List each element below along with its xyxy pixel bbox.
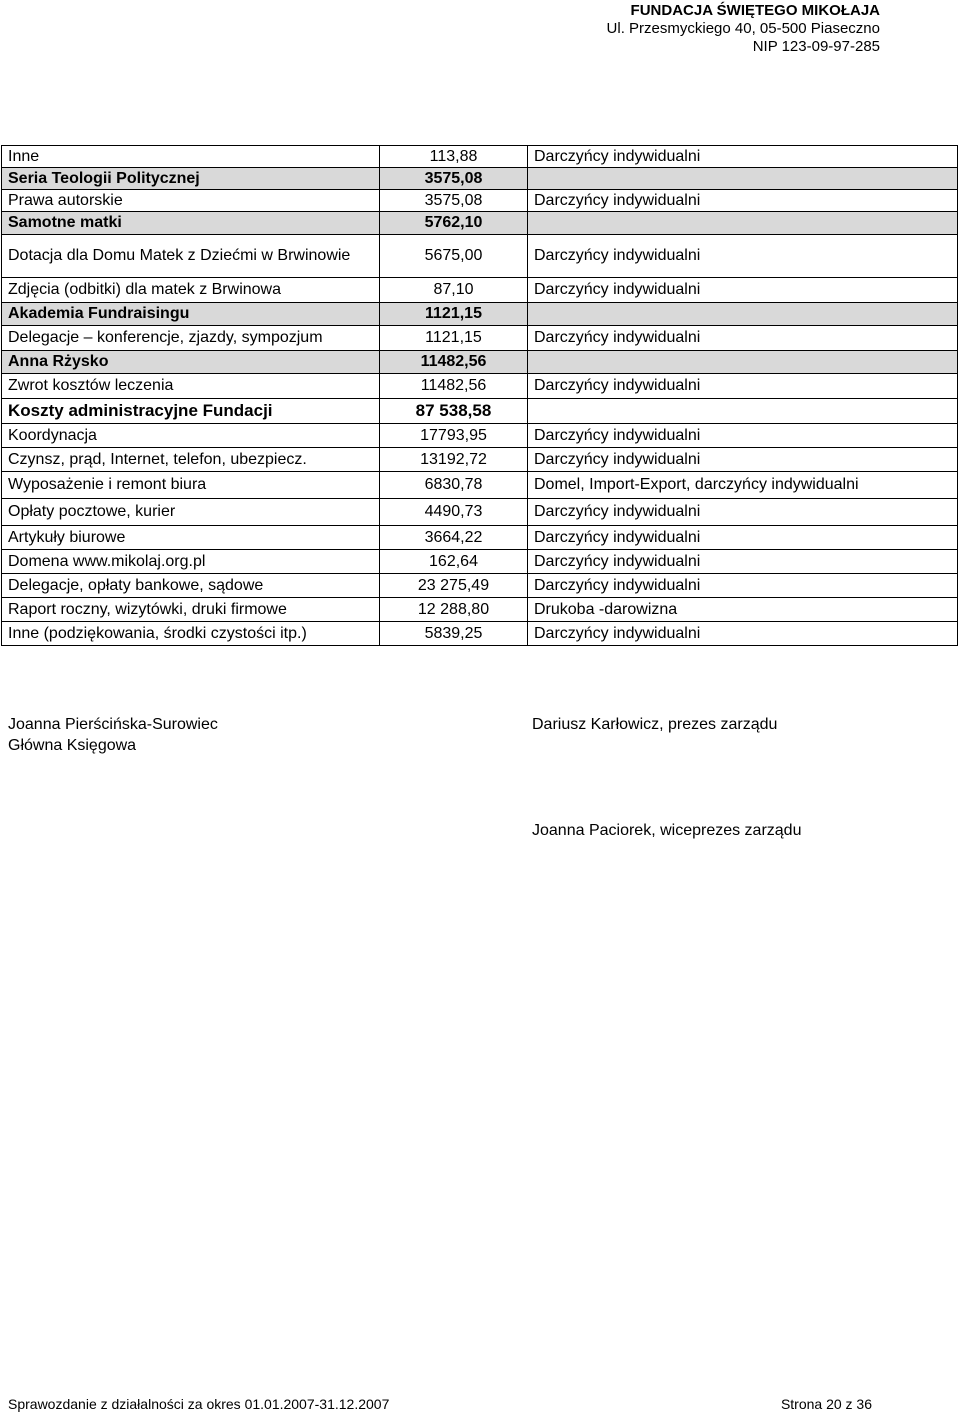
- table-row: [2, 448, 958, 472]
- signatory-role: Główna Księgowa: [8, 737, 137, 754]
- cell-source: Darczyńcy indywidualni: [528, 499, 958, 526]
- cell-name: Zdjęcia (odbitki) dla matek z Brwinowa: [2, 278, 380, 303]
- cell-name: Samotne matki: [2, 212, 380, 235]
- cell-name: Wyposażenie i remont biura: [2, 472, 380, 499]
- cell-name: Inne (podziękowania, środki czystości itp.): [2, 622, 380, 646]
- cell-source: Darczyńcy indywidualni: [528, 526, 958, 550]
- cell-source: Darczyńcy indywidualni: [528, 278, 958, 303]
- cell-name: Seria Teologii Politycznej: [2, 168, 380, 190]
- cell-name: Anna Rżysko: [2, 351, 380, 374]
- cell-source: [528, 212, 958, 235]
- cell-amount: 1121,15: [380, 303, 528, 326]
- cell-amount: 11482,56: [380, 374, 528, 399]
- org-address: Ul. Przesmyckiego 40, 05-500 Piaseczno: [606, 20, 880, 37]
- table-row: [2, 499, 958, 526]
- cell-source: Darczyńcy indywidualni: [528, 550, 958, 574]
- table-row: [2, 399, 958, 424]
- cell-source: Darczyńcy indywidualni: [528, 235, 958, 278]
- table-row: [2, 622, 958, 646]
- cell-amount: 3664,22: [380, 526, 528, 550]
- cell-amount: 113,88: [380, 146, 528, 168]
- signatory-name: Joanna Pierścińska-Surowiec: [8, 716, 218, 733]
- table-row: [2, 278, 958, 303]
- table-row: [2, 472, 958, 499]
- cell-amount: 87 538,58: [380, 399, 528, 424]
- cell-amount: 12 288,80: [380, 598, 528, 622]
- cell-name: Domena www.mikolaj.org.pl: [2, 550, 380, 574]
- footer-page-number: Strona 20 z 36: [780, 1396, 872, 1412]
- cell-amount: 3575,08: [380, 168, 528, 190]
- cell-name: Opłaty pocztowe, kurier: [2, 499, 380, 526]
- cell-amount: 3575,08: [380, 190, 528, 212]
- signature-vice-president: Joanna Paciorek, wiceprezes zarządu: [532, 822, 802, 839]
- cell-amount: 87,10: [380, 278, 528, 303]
- table-row: [2, 212, 958, 235]
- cell-amount: 5675,00: [380, 235, 528, 278]
- cell-source: Drukoba -darowizna: [528, 598, 958, 622]
- table-row: [2, 190, 958, 212]
- cell-amount: 6830,78: [380, 472, 528, 499]
- org-name: FUNDACJA ŚWIĘTEGO MIKOŁAJA: [630, 2, 880, 19]
- cell-source: Darczyńcy indywidualni: [528, 622, 958, 646]
- cell-name: Artykuły biurowe: [2, 526, 380, 550]
- footer-report: Sprawozdanie z działalności za okres 01.01.2007-31.12.2007: [8, 1396, 390, 1412]
- table-row: [2, 526, 958, 550]
- document-header: [607, 2, 880, 56]
- cell-name: Zwrot kosztów leczenia: [2, 374, 380, 399]
- cell-name: Koordynacja: [2, 424, 380, 448]
- cell-amount: 23 275,49: [380, 574, 528, 598]
- cell-name: Delegacje, opłaty bankowe, sądowe: [2, 574, 380, 598]
- cell-name: Koszty administracyjne Fundacji: [2, 399, 380, 424]
- signature-president: Dariusz Karłowicz, prezes zarządu: [532, 716, 778, 733]
- cell-source: Darczyńcy indywidualni: [528, 374, 958, 399]
- table-row: [2, 424, 958, 448]
- cell-amount: 4490,73: [380, 499, 528, 526]
- table-row: [2, 326, 958, 351]
- cell-source: Domel, Import-Export, darczyńcy indywidualni: [528, 472, 958, 499]
- table-row: [2, 374, 958, 399]
- table-row: [2, 598, 958, 622]
- cell-source: Darczyńcy indywidualni: [528, 424, 958, 448]
- signature-left: [8, 714, 218, 756]
- cell-amount: 5762,10: [380, 212, 528, 235]
- cell-name: Raport roczny, wizytówki, druki firmowe: [2, 598, 380, 622]
- cell-source: Darczyńcy indywidualni: [528, 574, 958, 598]
- cell-name: Dotacja dla Domu Matek z Dziećmi w Brwinowie: [2, 235, 380, 278]
- cell-name: Delegacje – konferencje, zjazdy, sympozjum: [2, 326, 380, 351]
- table-row: [2, 235, 958, 278]
- table-row: [2, 303, 958, 326]
- cell-amount: 13192,72: [380, 448, 528, 472]
- cell-source: [528, 351, 958, 374]
- cell-source: Darczyńcy indywidualni: [528, 326, 958, 351]
- cell-name: Prawa autorskie: [2, 190, 380, 212]
- cell-source: Darczyńcy indywidualni: [528, 448, 958, 472]
- table-row: [2, 550, 958, 574]
- cell-amount: 5839,25: [380, 622, 528, 646]
- cell-source: [528, 399, 958, 424]
- table-row: [2, 574, 958, 598]
- table-row: [2, 146, 958, 168]
- cell-amount: 1121,15: [380, 326, 528, 351]
- cell-name: Czynsz, prąd, Internet, telefon, ubezpiecz.: [2, 448, 380, 472]
- org-nip: NIP 123-09-97-285: [752, 38, 880, 55]
- cell-amount: 162,64: [380, 550, 528, 574]
- cell-name: Akademia Fundraisingu: [2, 303, 380, 326]
- cell-amount: 11482,56: [380, 351, 528, 374]
- cell-source: [528, 303, 958, 326]
- cell-source: Darczyńcy indywidualni: [528, 146, 958, 168]
- cell-source: [528, 168, 958, 190]
- cell-name: Inne: [2, 146, 380, 168]
- table-row: [2, 168, 958, 190]
- cell-source: Darczyńcy indywidualni: [528, 190, 958, 212]
- expense-table: [1, 145, 958, 646]
- table-row: [2, 351, 958, 374]
- cell-amount: 17793,95: [380, 424, 528, 448]
